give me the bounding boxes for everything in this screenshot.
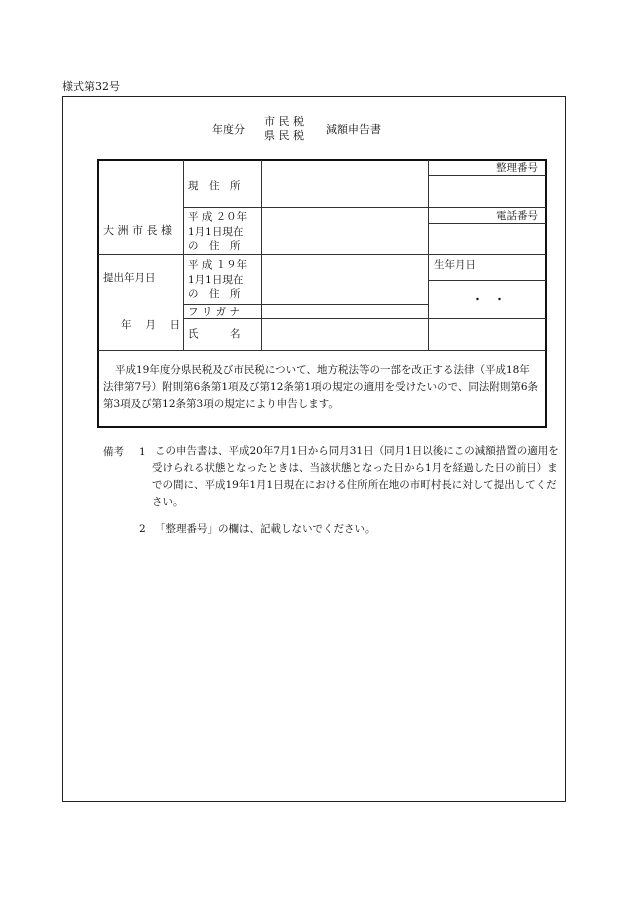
submission-date-label: 提出年月日 [103, 272, 156, 284]
title-prefix: 年度分 [212, 123, 245, 136]
phone-label: 電話番号 [496, 210, 538, 222]
declaration-text: 平成19年度分県民税及び市民税について、地方税法等の一部を改正する法律（平成18年法律第7号）附則第6条第1項及び第12条第1項の規定の適用を受けたいので、同法附則第6条第3項及び第12条第3項の規定により申告します。 [103, 364, 539, 410]
note-number: 1 [139, 446, 146, 458]
furigana-field[interactable] [262, 305, 427, 317]
name-field[interactable] [262, 319, 427, 349]
form-number: 様式第32号 [62, 80, 120, 93]
reference-number-label: 整理番号 [496, 162, 538, 174]
name-label: 氏 名 [188, 328, 241, 340]
recipient-label: 大 洲 市 長 様 [103, 224, 172, 237]
reference-number-field[interactable] [429, 176, 545, 206]
note-text-1: この申告書は、平成20年7月1日から同月31日（同月1日以後にこの減額措置の適用を受けられる状態となったときは、当該状態となった日から1月を経過した日の前日）までの間に、平成19年1月1日現在における住所所在地の市町村長に対して提出してください。 [152, 445, 559, 508]
divider [183, 160, 184, 350]
title-tax-line1: 市 民 税 [264, 115, 304, 128]
signature-field[interactable] [429, 319, 545, 349]
furigana-label: フ リ ガ ナ [188, 306, 241, 318]
note-text-2: 「整理番号」の欄は、記載しないでください。 [155, 523, 376, 535]
title-suffix: 減額申告書 [326, 123, 381, 136]
title-tax-line2: 県 民 税 [264, 129, 304, 142]
address-2008-field[interactable] [262, 208, 427, 253]
note-number: 2 [139, 523, 146, 535]
current-address-label: 現 住 所 [188, 180, 241, 192]
birthdate-label: 生年月日 [434, 259, 476, 271]
submission-date-placeholder: 年 月 日 [121, 319, 181, 331]
phone-field[interactable] [429, 224, 545, 253]
birthdate-field[interactable]: ・ ・ [472, 293, 505, 306]
address-2008-label: 平 成 ２０年 1月1日現在 の 住 所 [188, 211, 248, 252]
address-2007-label: 平 成 １９年 1月1日現在 の 住 所 [188, 259, 248, 300]
notes-heading: 備考 [103, 446, 124, 458]
current-address-field[interactable] [262, 161, 427, 206]
divider [428, 280, 546, 281]
address-2007-field[interactable] [262, 255, 427, 303]
divider [98, 350, 546, 351]
